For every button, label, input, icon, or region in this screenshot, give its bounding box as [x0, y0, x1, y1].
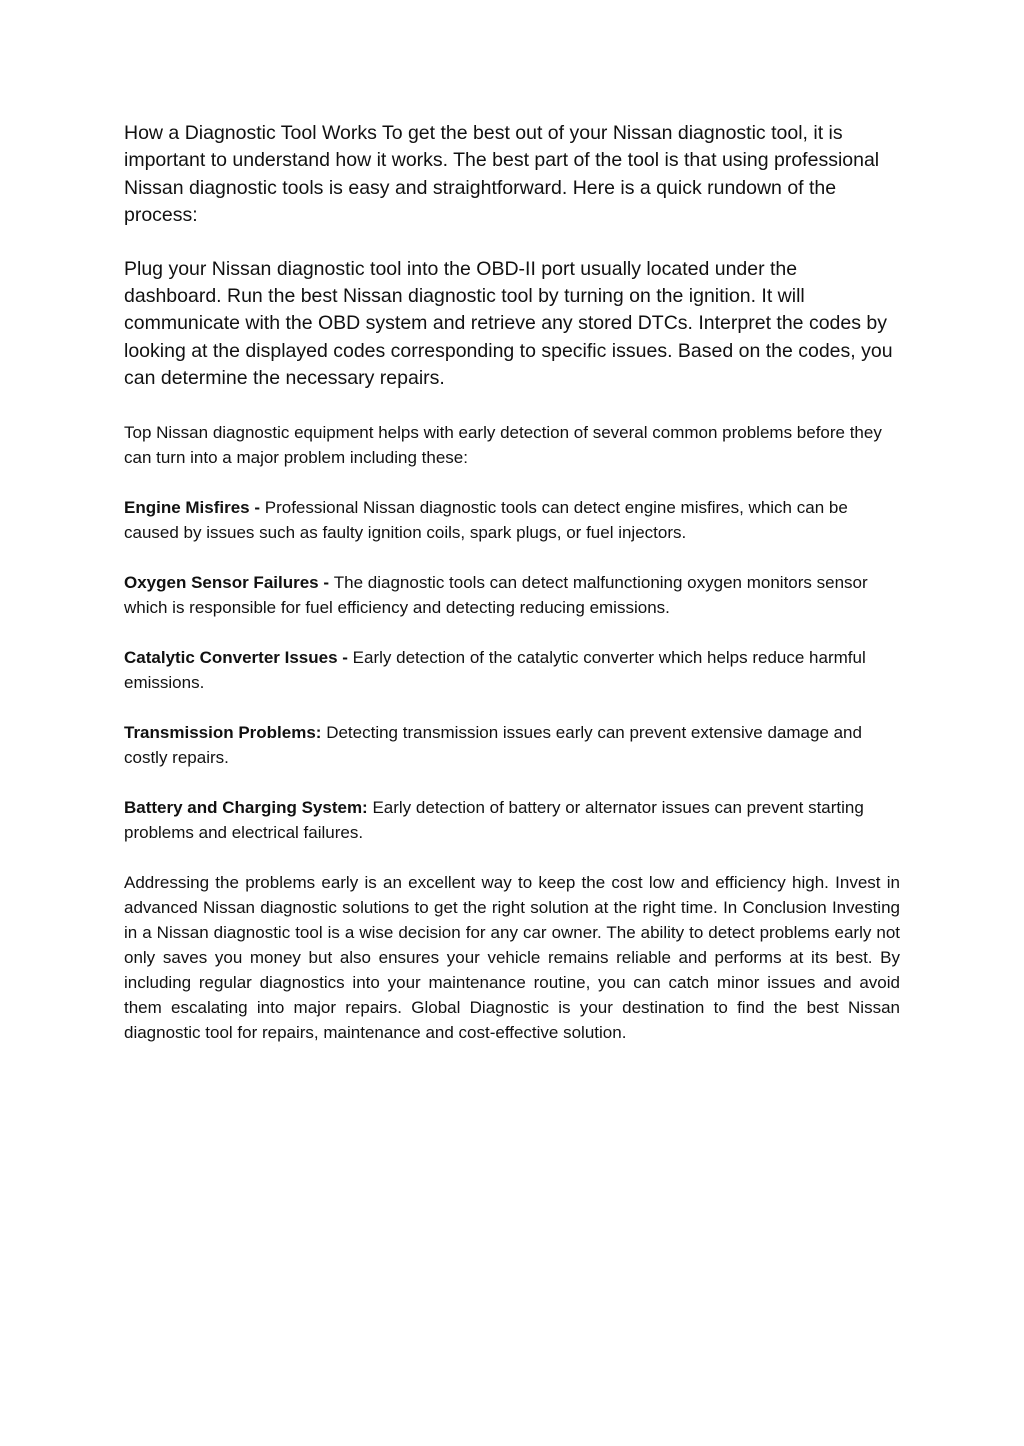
problem-text: Early detection of battery or alternator issues can prevent starting problems and electrical failures.	[124, 797, 864, 842]
problem-text: Early detection of the catalytic converter which helps reduce harmful emissions.	[124, 647, 866, 692]
problems-intro-paragraph: Top Nissan diagnostic equipment helps with early detection of several common problems before they can turn into a major problem including these:	[124, 422, 882, 467]
problem-item-transmission	[124, 720, 900, 770]
problem-item-battery-charging	[124, 795, 900, 845]
problem-title: Transmission Problems:	[124, 722, 327, 742]
problem-title: Battery and Charging System:	[124, 797, 373, 817]
problem-text: The diagnostic tools can detect malfunctioning oxygen monitors sensor which is responsible for fuel efficiency and detecting reducing emissions.	[124, 572, 868, 617]
problem-text: Professional Nissan diagnostic tools can detect engine misfires, which can be caused by issues such as faulty ignition coils, spark plugs, or fuel injectors.	[124, 497, 848, 542]
document-page	[124, 120, 900, 1045]
problem-item-oxygen-sensor	[124, 570, 900, 620]
conclusion-paragraph: Addressing the problems early is an excellent way to keep the cost low and efficiency high. Invest in advanced Nissan diagnostic solutions to get the right solution at the right time. In Conclusion Investing in a Nissan diagnostic tool is a wise decision for any car owner. The ability to detect problems early not only saves you money but also ensures your vehicle remains reliable and performs at its best. By including regular diagnostics into your maintenance routine, you can catch minor issues and avoid them escalating into major repairs. Global Diagnostic is your destination to find the best Nissan diagnostic tool for repairs, maintenance and cost-effective solution.	[124, 872, 900, 1042]
problem-item-catalytic-converter	[124, 645, 900, 695]
problem-title: Engine Misfires -	[124, 497, 265, 517]
problem-item-engine-misfires	[124, 495, 900, 545]
problem-title: Catalytic Converter Issues -	[124, 647, 353, 667]
process-paragraph: Plug your Nissan diagnostic tool into the OBD-II port usually located under the dashboard. Run the best Nissan diagnostic tool by turning on the ignition. It will communicate with the OBD system and retrieve any stored DTCs. Interpret the codes by looking at the displayed codes corresponding to specific issues. Based on the codes, you can determine the necessary repairs.	[124, 257, 893, 390]
problem-title: Oxygen Sensor Failures -	[124, 572, 334, 592]
problem-text: Detecting transmission issues early can prevent extensive damage and costly repairs.	[124, 722, 862, 767]
intro-paragraph: How a Diagnostic Tool Works To get the best out of your Nissan diagnostic tool, it is important to understand how it works. The best part of the tool is that using professional Nissan diagnostic tools is easy and straightforward. Here is a quick rundown of the process:	[124, 122, 880, 227]
